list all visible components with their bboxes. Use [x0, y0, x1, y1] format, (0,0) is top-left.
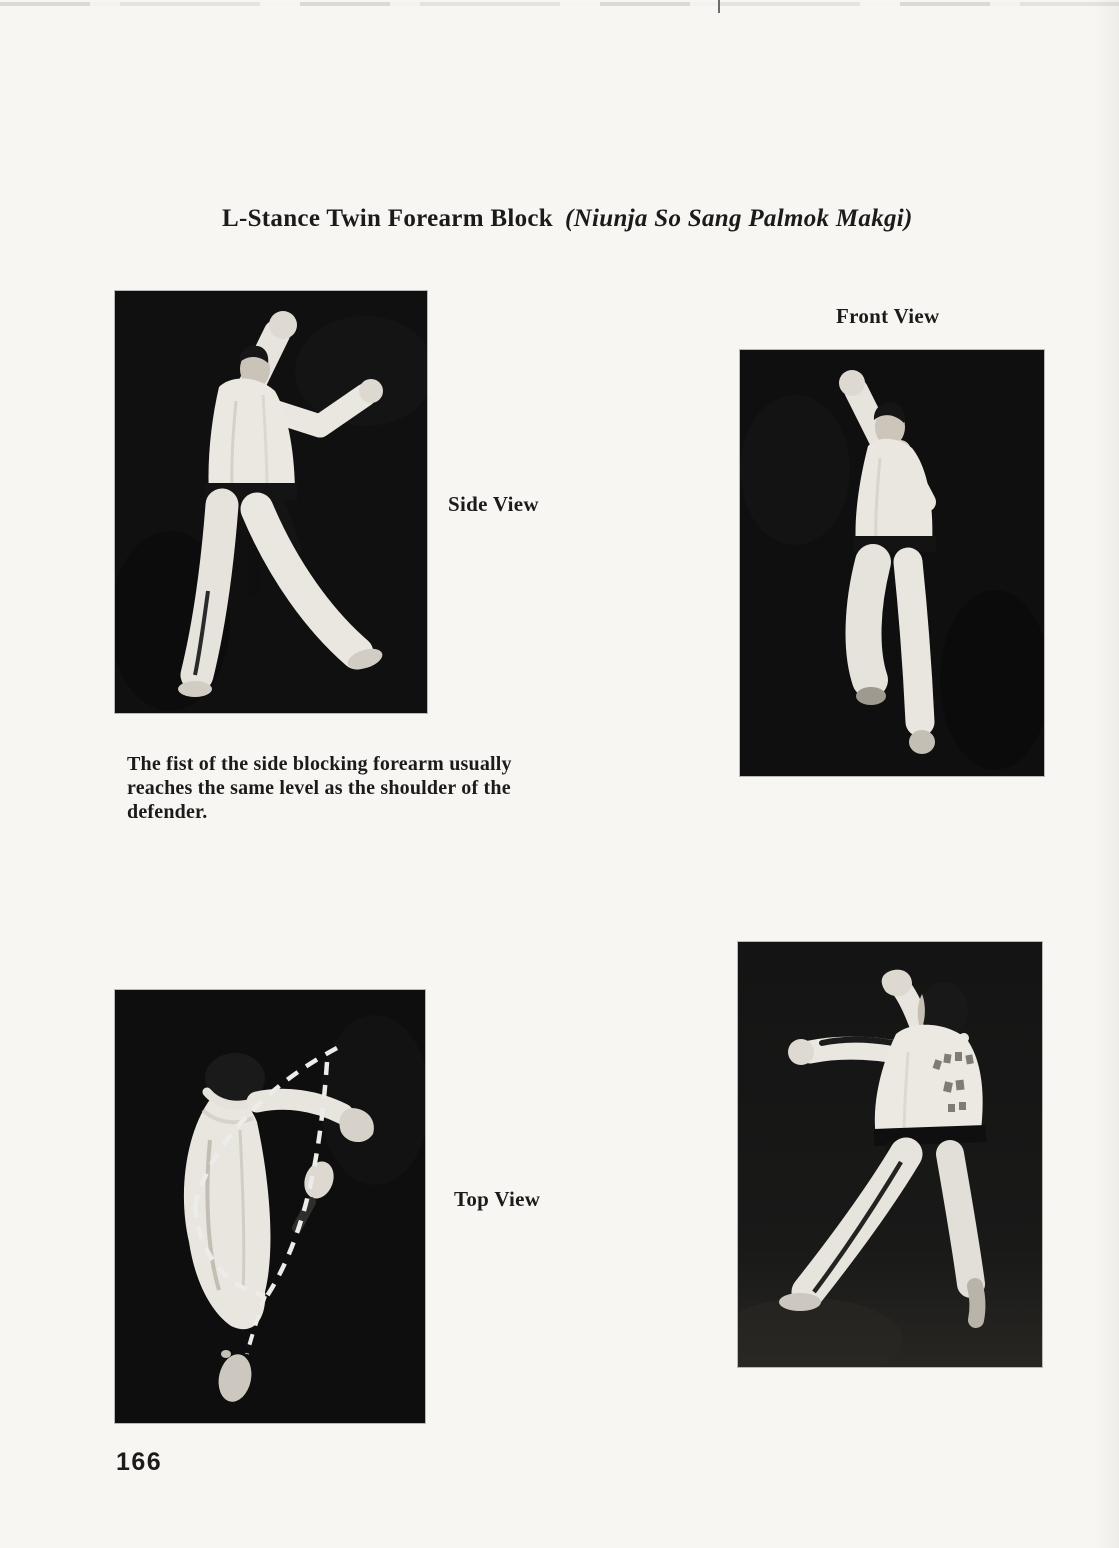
- scan-artifact-tick: [718, 0, 720, 13]
- scan-artifact-top-line: [0, 2, 1119, 6]
- martial-artist-rear-view-illustration: [738, 942, 1042, 1367]
- page-number: 166: [116, 1448, 163, 1476]
- martial-artist-front-view-illustration: [740, 350, 1044, 776]
- photo-front-view: [740, 350, 1044, 776]
- photo-side-view: [115, 291, 427, 713]
- caption: [127, 752, 512, 824]
- scan-edge-shading: [1093, 0, 1119, 1548]
- title-english: L-Stance Twin Forearm Block: [222, 204, 554, 232]
- caption-line: The fist of the side blocking forearm usually: [127, 753, 512, 775]
- martial-artist-side-view-illustration: [115, 291, 427, 713]
- photo-rear-view: [738, 942, 1042, 1367]
- photo-top-view: [115, 990, 425, 1423]
- front-view-label: Front View: [836, 304, 940, 328]
- caption-line: reaches the same level as the shoulder of the: [127, 777, 511, 799]
- caption-line: defender.: [127, 801, 208, 823]
- title-romanized: (Niunja So Sang Palmok Makgi): [565, 204, 913, 232]
- side-view-label: Side View: [448, 492, 539, 516]
- top-view-label: Top View: [454, 1187, 541, 1211]
- martial-artist-top-view-illustration: [115, 990, 425, 1423]
- page-title: [222, 205, 913, 233]
